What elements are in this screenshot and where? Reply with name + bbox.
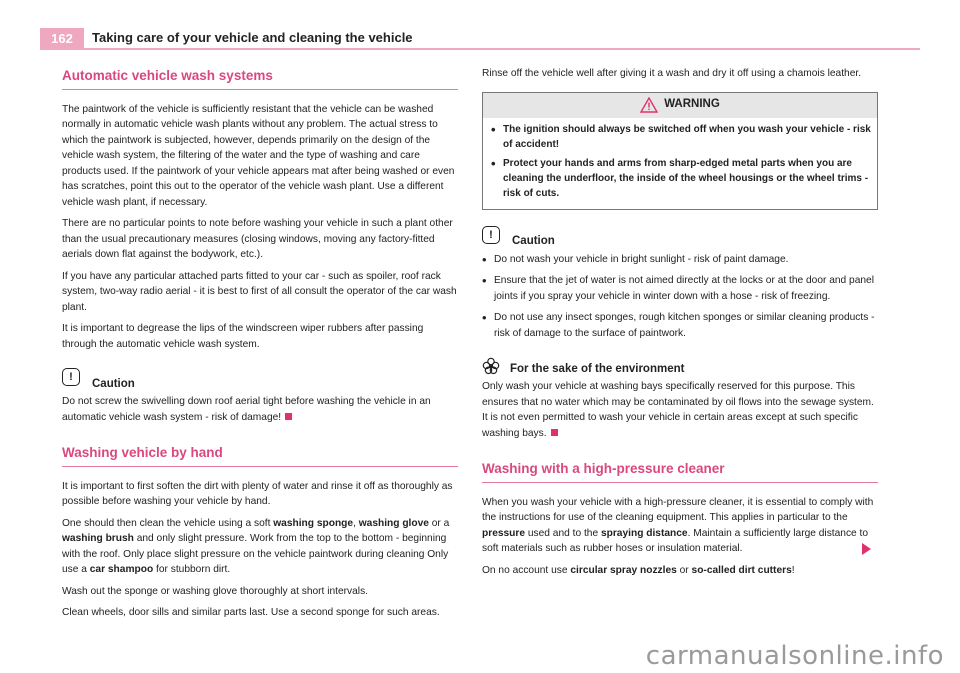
paragraph: The paintwork of the vehicle is sufficiently resistant that the vehicle can be washed normally in automatic vehicle wash plants without any problem. The actual stress to which the paintwork is subjected, however, depends primarily on the design of the vehicle wash system, the filtering of the water and the type of washing and care products used. If the paintwork of your vehicle appears mat after being washed or even has scratches, point this out to the operator of the vehicle wash plant. Use a different vehicle wash plant, if necessary. xyxy=(62,103,455,208)
section-heading-high-pressure: Washing with a high-pressure cleaner xyxy=(482,461,878,483)
warning-title: WARNING xyxy=(664,98,720,111)
caution-item: • Ensure that the jet of water is not aimed directly at the locks or at the door and panel joints if you spray your vehicle in winter down with a hose - risk of freezing. xyxy=(482,273,878,304)
warning-item: • The ignition should always be switched off when you wash your vehicle - risk of accident! xyxy=(491,122,871,152)
paragraph: If you have any particular attached parts fitted to your car - such as spoiler, roof rack system, two-way radio aerial - it is best to first of all consult the operator of the car wash plant. xyxy=(62,270,457,313)
caution-text: Do not screw the swivelling down roof aerial tight before washing the vehicle in an automatic vehicle wash system - risk of damage! xyxy=(62,396,431,423)
paragraph: Wash out the sponge or washing glove thoroughly at short intervals. xyxy=(62,585,368,597)
environment-title: For the sake of the environment xyxy=(510,362,685,375)
caution-icon: ! xyxy=(482,226,500,244)
paragraph: There are no particular points to note before washing your vehicle in such a plant other than the usual precautionary measures (closing windows, moving any factory-fitted aerials down flat against the bodywork, etc.). xyxy=(62,218,453,260)
caution-title: Caution xyxy=(512,235,555,247)
page-header xyxy=(40,28,920,50)
paragraph: When you wash your vehicle with a high-pressure cleaner, it is essential to comply with the instructions for use of the cleaning equipment. This applies in particular to the pressure used and to the spraying distance. Maintain a sufficiently large distance to soft materials such as rubber hoses or insulation material. xyxy=(482,496,874,554)
caution-icon: ! xyxy=(62,368,80,386)
paragraph: It is important to first soften the dirt with plenty of water and rinse it off as thoroughly as possible before washing your vehicle by hand. xyxy=(62,480,453,507)
caution-heading xyxy=(482,226,878,250)
header-rule xyxy=(84,48,920,50)
next-page-arrow-icon xyxy=(862,543,871,555)
page-number: 162 xyxy=(40,28,84,50)
caution-item: • Do not use any insect sponges, rough kitchen sponges or similar cleaning products - risk of damage to the surface of paintwork. xyxy=(482,310,878,341)
paragraph: It is important to degrease the lips of the windscreen wiper rubbers after passing through the automatic vehicle wash system. xyxy=(62,323,424,350)
section-heading-hand-wash: Washing vehicle by hand xyxy=(62,445,458,467)
warning-body xyxy=(483,118,877,209)
section-heading-auto-wash: Automatic vehicle wash systems xyxy=(62,68,458,90)
flower-icon xyxy=(482,357,500,375)
paragraph: Rinse off the vehicle well after giving it a wash and dry it off using a chamois leather. xyxy=(482,68,862,79)
end-marker-icon xyxy=(285,413,292,420)
paragraph: On no account use circular spray nozzles or so-called dirt cutters! xyxy=(482,564,795,576)
caution-title: Caution xyxy=(92,377,135,390)
watermark: carmanualsonline.info xyxy=(645,641,944,671)
end-marker-icon xyxy=(551,429,558,436)
environment-text: Only wash your vehicle at washing bays specifically reserved for this purpose. This ensures that no water which may be contaminated by oil flows into the sewage system. It is not even permitted to wash your vehicle in certain areas except at such specific washing bays. xyxy=(482,381,874,439)
environment-heading xyxy=(482,357,878,377)
chapter-title: Taking care of your vehicle and cleaning the vehicle xyxy=(92,30,413,45)
caution-heading xyxy=(62,368,458,392)
warning-header xyxy=(483,93,877,118)
warning-triangle-icon xyxy=(640,97,658,113)
caution-item: • Do not wash your vehicle in bright sunlight - risk of paint damage. xyxy=(482,252,878,268)
paragraph: Clean wheels, door sills and similar parts last. Use a second sponge for such areas. xyxy=(62,607,440,618)
left-column xyxy=(62,66,458,627)
right-column xyxy=(482,66,878,584)
paragraph: One should then clean the vehicle using a soft washing sponge, washing glove or a washing brush and only slight pressure. Work from the top to the bottom - beginning with the roof. Only place slight pressure on the vehicle paintwork during cleaning Only use a car shampoo for stubborn dirt. xyxy=(62,517,450,575)
warning-item: • Protect your hands and arms from sharp-edged metal parts when you are cleaning the underfloor, the inside of the wheel housings or the wheel trims - risk of cuts. xyxy=(491,156,871,201)
warning-box xyxy=(482,92,878,210)
